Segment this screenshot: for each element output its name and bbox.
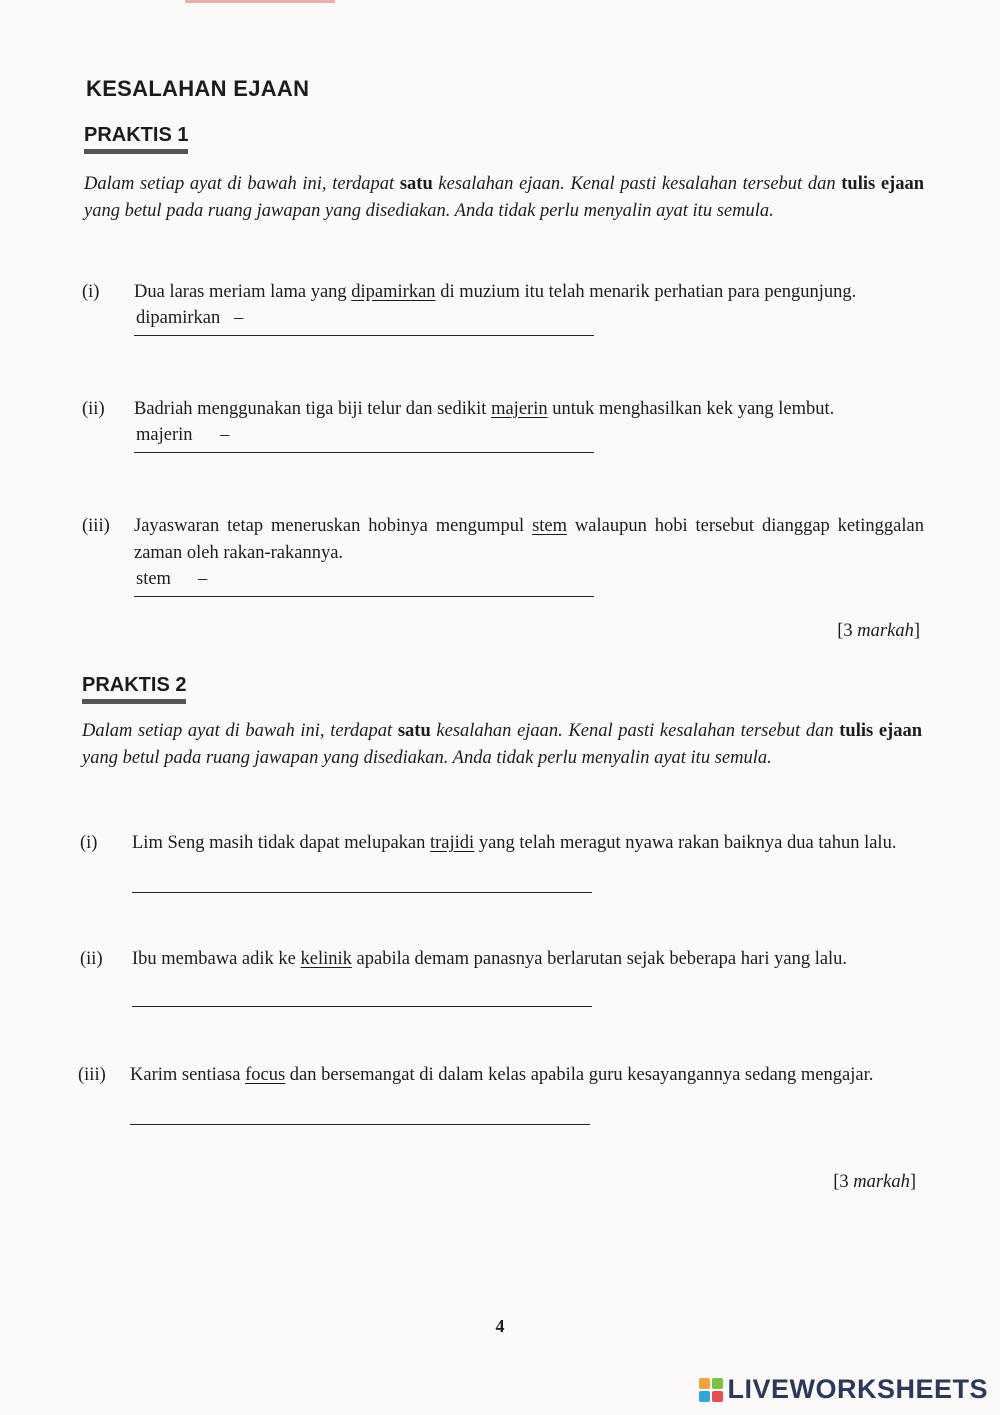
question-number: (ii) — [80, 949, 103, 969]
section-title-praktis-2: PRAKTIS 2 — [82, 674, 186, 704]
spelling-error: majerin — [491, 399, 548, 419]
answer-line — [132, 892, 592, 893]
question-number: (iii) — [78, 1065, 106, 1085]
liveworksheets-logo[interactable] — [699, 1374, 988, 1405]
question-text: Dua laras meriam lama yang dipamirkan di muzium itu telah menarik perhatian para pengunjung. — [134, 282, 857, 302]
question-number: (ii) — [82, 399, 105, 419]
spelling-error: focus — [245, 1065, 286, 1085]
answer-line — [134, 452, 594, 453]
instruction-praktis-2: Dalam setiap ayat di bawah ini, terdapat satu kesalahan ejaan. Kenal pasti kesalahan tersebut dan tulis ejaan yang betul pada ruang jawapan yang disediakan. Anda tidak perlu menyalin ayat itu semula. — [82, 721, 922, 768]
spelling-error: trajidi — [430, 833, 475, 853]
question-1-1 — [82, 279, 924, 336]
answer-line — [132, 1006, 592, 1007]
logo-grid-icon — [699, 1378, 723, 1402]
spelling-error: dipamirkan — [351, 282, 436, 302]
question-text: Badriah menggunakan tiga biji telur dan sedikit majerin untuk menghasilkan kek yang lembut. — [134, 399, 835, 419]
spelling-error: stem — [532, 516, 568, 536]
logo-text: LIVEWORKSHEETS — [727, 1374, 988, 1404]
question-2-3 — [78, 1062, 920, 1125]
question-2-1 — [80, 830, 922, 893]
answer-line — [134, 335, 594, 336]
question-text: Ibu membawa adik ke kelinik apabila demam panasnya berlarutan sejak beberapa hari yang lalu. — [132, 949, 848, 969]
question-number: (i) — [82, 282, 100, 302]
logo-square-red — [712, 1391, 723, 1402]
answer-dash: – — [198, 569, 208, 589]
page-title: KESALAHAN EJAAN — [86, 76, 310, 101]
answer-word: majerin — [136, 425, 193, 445]
section-title-praktis-1: PRAKTIS 1 — [84, 124, 188, 154]
answer-field[interactable] — [132, 857, 592, 893]
answer-word: dipamirkan — [136, 308, 221, 328]
answer-word: stem — [136, 569, 171, 589]
answer-line — [134, 596, 594, 597]
question-number: (i) — [80, 833, 98, 853]
answer-field[interactable] — [134, 306, 594, 336]
logo-square-blue — [699, 1391, 710, 1402]
answer-field[interactable] — [134, 423, 594, 453]
answer-line — [130, 1124, 590, 1125]
top-edge-mark — [185, 0, 335, 3]
spelling-error: kelinik — [300, 949, 352, 969]
answer-dash: – — [220, 425, 230, 445]
logo-square-green — [712, 1378, 723, 1389]
question-text: Jayaswaran tetap meneruskan hobinya mengumpul stem walaupun hobi tersebut dianggap ketinggalan zaman oleh rakan-rakannya. — [134, 516, 924, 563]
instruction-praktis-1: Dalam setiap ayat di bawah ini, terdapat satu kesalahan ejaan. Kenal pasti kesalahan tersebut dan tulis ejaan yang betul pada ruang jawapan yang disediakan. Anda tidak perlu menyalin ayat itu semula. — [84, 174, 924, 221]
answer-field[interactable] — [130, 1089, 590, 1125]
marks-praktis-1: [3 markah] — [837, 621, 920, 641]
question-number: (iii) — [82, 516, 110, 536]
answer-dash: – — [234, 308, 244, 328]
marks-praktis-2: [3 markah] — [833, 1172, 916, 1192]
question-1-3 — [82, 513, 924, 597]
answer-field[interactable] — [134, 567, 594, 597]
question-2-2 — [80, 946, 922, 1007]
logo-square-orange — [699, 1378, 710, 1389]
question-text: Lim Seng masih tidak dapat melupakan trajidi yang telah meragut nyawa rakan baiknya dua tahun lalu. — [132, 833, 897, 853]
question-1-2 — [82, 396, 924, 453]
page-number: 4 — [495, 1316, 505, 1336]
answer-field[interactable] — [132, 973, 592, 1007]
question-text: Karim sentiasa focus dan bersemangat di dalam kelas apabila guru kesayangannya sedang mengajar. — [130, 1065, 874, 1085]
